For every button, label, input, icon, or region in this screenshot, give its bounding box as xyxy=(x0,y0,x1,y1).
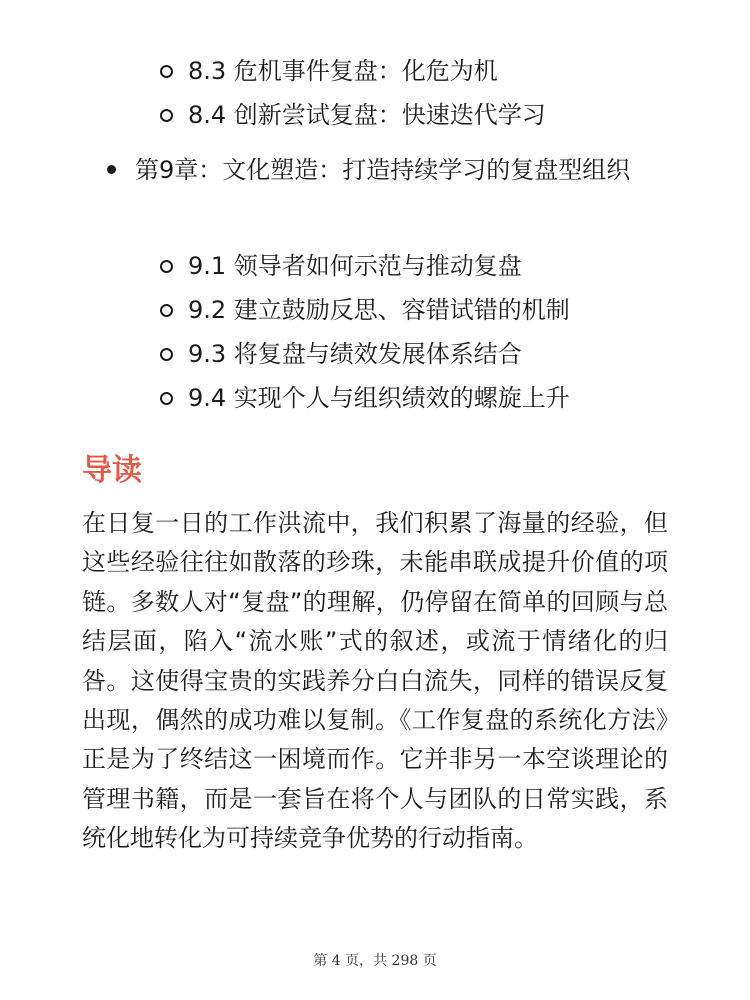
subsection-title: 9.1 领导者如何示范与推动复盘 xyxy=(188,252,522,280)
section-heading-intro: 导读 xyxy=(82,453,142,488)
circle-bullet-icon xyxy=(160,304,173,317)
list-item xyxy=(160,93,720,137)
subsection-title: 9.3 将复盘与绩效发展体系结合 xyxy=(188,340,522,368)
chapter-9-item xyxy=(105,148,695,192)
list-item xyxy=(160,244,720,288)
circle-bullet-icon xyxy=(160,65,173,78)
list-item xyxy=(160,288,720,332)
list-item xyxy=(160,49,720,93)
list-item xyxy=(160,376,720,420)
chapter-title: 第9章：文化塑造：打造持续学习的复盘型组织 xyxy=(135,156,631,184)
subsection-title: 9.2 建立鼓励反思、容错试错的机制 xyxy=(188,296,570,324)
subsection-title: 8.3 危机事件复盘：化危为机 xyxy=(188,57,498,85)
chapter-8-subsection-list xyxy=(160,49,720,137)
subsection-title: 8.4 创新尝试复盘：快速迭代学习 xyxy=(188,101,546,129)
circle-bullet-icon xyxy=(160,260,173,273)
chapter-9-subsection-list xyxy=(160,244,720,420)
page-number-footer: 第 4 页，共 298 页 xyxy=(313,953,437,969)
subsection-title: 9.4 实现个人与组织绩效的螺旋上升 xyxy=(188,384,570,412)
circle-bullet-icon xyxy=(160,348,173,361)
circle-bullet-icon xyxy=(160,392,173,405)
intro-paragraph: 在日复一日的工作洪流中，我们积累了海量的经验，但这些经验往往如散落的珍珠，未能串联成提升价值的项链。多数人对“复盘”的理解，仍停留在简单的回顾与总结层面，陷入“流水账”式的叙述，或流于情绪化的归咎。这使得宝贵的实践养分白白流失，同样的错误反复出现，偶然的成功难以复制。《工作复盘的系统化方法》正是为了终结这一困境而作。它并非另一本空谈理论的管理书籍，而是一套旨在将个人与团队的日常实践，系统化地转化为可持续竞争优势的行动指南。 xyxy=(82,509,668,853)
disc-bullet-icon xyxy=(107,165,116,174)
circle-bullet-icon xyxy=(160,109,173,122)
list-item xyxy=(160,332,720,376)
